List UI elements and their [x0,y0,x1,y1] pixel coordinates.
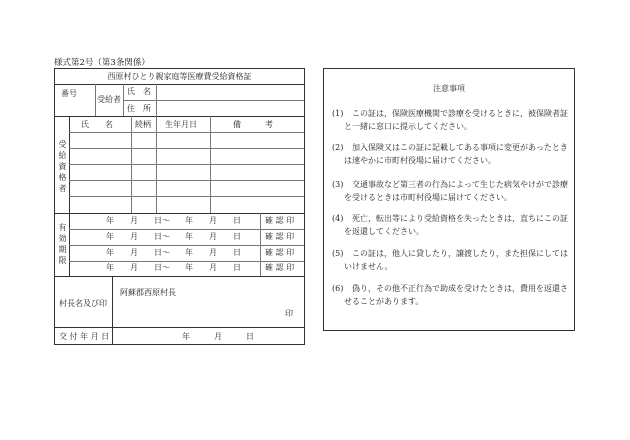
col-relation-header: 続柄 [135,120,151,129]
note-item: (4) 死亡，転出等により受給資格を失ったときは，直ちにこの証 を返還してください。 [332,214,568,236]
confirm-stamp-label: 確 認 印 [265,263,295,272]
eligible-persons-label: 受 給 資 格 者 [58,140,67,193]
note-item: (1) この証は，保険医療機関で診療を受けるときに，被保険者証 と一緒に窓口に提示してください。 [332,109,568,131]
name-label: 氏 名 [127,87,151,96]
notes-title: 注意事項 [433,84,465,93]
issuer-name: 阿蘇郡西原村長 [120,288,176,297]
note-item: (5) この証は，他人に貸したり，譲渡したり，また担保にしては いけません。 [332,249,568,271]
form-number-label: 様式第2号（第3条関係） [54,58,150,68]
confirm-stamp-label: 確 認 印 [265,216,295,225]
note-item: (3) 交通事故など第三者の行為によって生じた病気やけがで診療 を受けるときは市町村役場に届けてください。 [332,180,568,202]
recipient-label: 受給者 [97,95,121,104]
mayor-name-seal-label: 村長名及び印 [59,299,107,308]
note-item: (6) 偽り，その他不正行為で助成を受けたときは，費用を返還さ せることがあります。 [332,284,568,306]
col-remarks-header: 備 考 [233,120,273,129]
validity-period-label: 有 効 期 限 [58,223,67,265]
seal-mark: 印 [285,309,293,318]
number-label: 番号 [61,89,77,98]
eligibility-certificate: 西原村ひとり親家庭等医療費受給資格証 番号 受給者 氏 名 住 所 受 給 資 格 者 氏 名 続柄 生年月日 備 考 有 効 期 限 年 月 日～ 年 月 日 確 認 印 年 月 日～ 年 月 日 確 認 印 年 月 日～ 年 月 日 確 認 印 年 月 日～ 年 月 日 確 認 印 村長名及び印 阿蘇郡西原村長 印 交 付 年 月 日 年 月 日 [54,68,305,345]
col-birthdate-header: 生年月日 [165,120,197,129]
issue-date-label: 交 付 年 月 日 [59,332,110,341]
confirm-stamp-label: 確 認 印 [265,232,295,241]
note-item: (2) 加入保険又はこの証に記載してある事項に変更があったとき は速やかに市町村役場に届けてください。 [332,143,568,165]
address-label: 住 所 [127,104,151,113]
confirm-stamp-label: 確 認 印 [265,248,295,257]
col-name-header: 氏 名 [81,120,113,129]
notes-panel [323,68,575,331]
certificate-title: 西原村ひとり親家庭等医療費受給資格証 [107,72,252,81]
issue-date-value: 年 月 日 [182,332,254,341]
